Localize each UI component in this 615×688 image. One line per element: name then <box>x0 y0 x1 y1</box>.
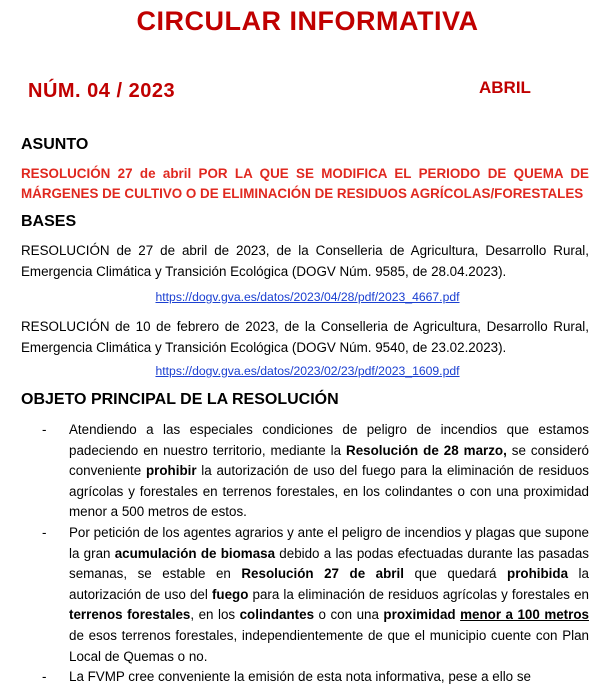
asunto-text: RESOLUCIÓN 27 de abril POR LA QUE SE MODIFICA EL PERIODO DE QUEMA DE MÁRGENES DE CULTIVO O DE ELIMINACIÓN DE RESIDUOS AGRÍCOLAS/FORESTALES <box>21 166 589 201</box>
objeto-heading: OBJETO PRINCIPAL DE LA RESOLUCIÓN <box>21 391 339 408</box>
bases-heading: BASES <box>21 213 77 230</box>
circular-number: NÚM. 04 / 2023 <box>28 80 176 102</box>
bullet-dash: - <box>42 524 47 540</box>
bullet-dash: - <box>42 422 47 437</box>
circular-month: ABRIL <box>479 78 531 97</box>
bases-item-1-text: RESOLUCIÓN de 27 de abril de 2023, de la Conselleria de Agricultura, Desarrollo Rural, Emergencia Climática y Transición Ecológica (DOGV Núm. 9585, de 28.04.2023). <box>21 243 589 279</box>
list-item: - Atendiendo a las especiales condiciones de peligro de incendios que estamos padeciendo en nuestro territorio, mediante la Resolución de 28 marzo, se consideró conveniente prohibir la autorización de uso del fuego para la eliminación de residuos agrícolas y forestales en terrenos forestales, en los colindantes o con una proximidad menor a 500 metros de estos. <box>42 422 589 520</box>
bases-item-2-text: RESOLUCIÓN de 10 de febrero de 2023, de la Conselleria de Agricultura, Desarrollo Rural, Emergencia Climática y Transición Ecológica (DOGV Núm. 9540, de 23.02.2023). <box>21 319 589 355</box>
objeto-list <box>21 420 589 688</box>
list-item: - Por petición de los agentes agrarios y ante el peligro de incendios y plagas que supone la gran acumulación de biomasa debido a las podas efectuadas durante las pasadas semanas, se estable en Resolución 27 de abril que quedará prohibida la autorización de uso del fuego para la eliminación de residuos agrícolas y forestales en terrenos forestales, en los colindantes o con una proximidad menor a 100 metros de esos terrenos forestales, independientemente de que el municipio cuente con Plan Local de Quemas o no. <box>42 524 589 664</box>
circular-title: CIRCULAR INFORMATIVA <box>136 6 479 36</box>
bases-item-2-link[interactable]: https://dogv.gva.es/datos/2023/02/23/pdf/2023_1609.pdf <box>155 364 460 378</box>
bases-item-1-link[interactable]: https://dogv.gva.es/datos/2023/04/28/pdf/2023_4667.pdf <box>155 290 460 304</box>
list-item: - La FVMP cree conveniente la emisión de esta nota informativa, pese a ello se <box>21 667 589 688</box>
bullet-dash: - <box>42 669 47 685</box>
asunto-heading: ASUNTO <box>21 136 89 153</box>
